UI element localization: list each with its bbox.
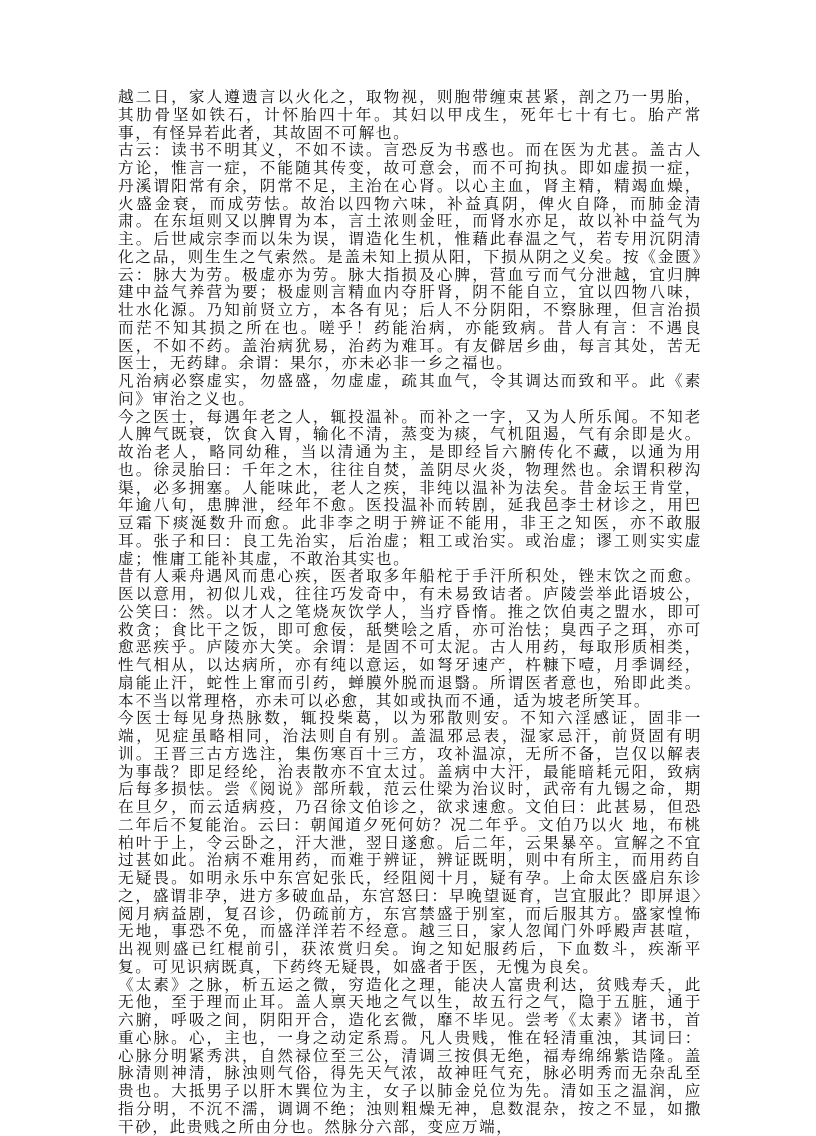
paragraph-elderly-treatment: 今之医士，每遇年老之人，辄投温补。而补之一字，又为人所乐闻。不知老人脾气既衰，饮食入胃，输化不清，蒸变为痰，气机阻遏，气有余即是火。故治老人，略同幼稚，当以清通为主，是即经旨六腑传化不藏，以通为用也。徐灵胎曰：千年之木，往往自焚，盖阴尽火炎，物理然也。余谓积秽沟渠，必多拥塞。人能味此，老人之疾，非纯以温补为法矣。昔金坛王肯堂，年逾八旬，患脾泄，经年不愈。医投温补而转剧，延我邑李士材诊之，用巴豆霜下痰涎数升而愈。此非李之明于辨证不能用，非王之知医，亦不敢服耳。张子和曰：良工先治实，后治虚；粗工或治实。或治虚；谬工则实实虚虚；惟庸工能补其虚，不敢治其实也。 <box>118 409 702 569</box>
paragraph-cremation-fetus: 越二日，家人遵遗言以火化之，取物视，则胞带缠束甚紧，剖之乃一男胎，其肋骨坚如铁石，计怀胎四十年。其妇以甲戌生，死年七十有七。胎产常事，有怪异若此者，其故固不可解也。 <box>118 89 702 142</box>
document-page <box>118 89 702 1136</box>
paragraph-medicine-as-intention: 昔有人乘舟遇风而患心疾，医者取多年船柁于手汗所积处，锉末饮之而愈。医以意用，初似儿戏，往往巧发奇中，有未易致诘者。庐陵尝举此语坡公，公笑曰：然。以才人之笔烧灰饮学人，当疗昏惰。推之饮伯夷之盟水，即可救贪；食比干之饭，即可愈佞，舐樊哙之盾，亦可治怯；臭西子之珥，亦可愈恶疾乎。庐陵亦大笑。余谓：是固不可太泥。古人用药，每取形质相类，性气相从，以达病所，亦有纯以意运，如弩牙速产，杵糠下噎，月季调经，扇能止汗，蛇性上窜而引药，蝉膜外脱而退翳。所谓医者意也，殆即此类。本不当以常理格，亦未可以必愈，其如或执而不通，适为坡老所笑耳。 <box>118 568 702 710</box>
paragraph-taisu-pulse: 《太素》之脉，析五运之微，穷造化之理，能决人富贵利达，贫贱寿夭，此无他，至于理而止耳。盖人禀天地之气以生，故五行之气，隐于五脏，通于六腑，呼吸之间，阴阳开合，造化玄微，靡不毕见。尝考《太素》诸书，首重心脉。心，主也，一身之动定系焉。凡人贵贱，惟在轻清重浊，其词曰：心脉分明紧秀洪，自然禄位至三公，清调三按俱无绝，福寿绵绵紫诰隆。盖脉清则神清，脉浊则气俗，得先天气浓，故神旺气充，脉必明秀而无杂乱至贵也。大抵男子以肝木巽位为主，女子以肺金兑位为先。清如玉之温润，应指分明，不沉不濡，调调不绝；浊则粗燥无神，息数混杂，按之不显，如撒干砂，此贵贱之所由分也。然脉分六部，变应万端， <box>118 977 702 1136</box>
paragraph-deficiency-excess: 凡治病必察虚实，勿盛盛，勿虚虚，疏其血气，令其调达而致和平。此《素问》审治之义也。 <box>118 373 702 409</box>
paragraph-reading-books: 古云：读书不明其义，不如不读。言恐反为书惑也。而在医为尤甚。盖古人方论，惟言一症，不能随其传变，故可意会，而不可拘执。即如虚损一症，丹溪谓阳常有余，阴常不足，主治在心肾。以心主血，肾主精，精竭血燥，火盛金衰，而成劳怯。故治以四物六味，补益真阴，俾火自降，而肺金清肃。在东垣则又以脾胃为本，言土浓则金旺，而肾水亦足，故以补中益气为主。后世咸宗李而以朱为误，谓造化生机，惟藉此春温之气，若专用沉阴清化之品，则生生之气索然。是盖未知上损从阳，下损从阴之义矣。按《金匮》云：脉大为劳。极虚亦为劳。脉大指损及心脾，营血亏而气分泄越，宜归脾建中益气养营为要；极虚则言精血内夺肝肾，阴不能自立，宜以四物八味，壮水化源。乃知前贤立方，本各有见；后人不分阴阳，不察脉理，但言治损而茫不知其损之所在也。嗟乎！药能治病，亦能致病。昔人有言：不遇良医，不如不药。盖治病犹易，治药为难耳。有友僻居乡曲，每言其处，苦无医士，无药肆。余谓：果尔，亦未必非一乡之福也。 <box>118 142 702 373</box>
paragraph-fever-diagnosis: 今医士每见身热脉数，辄投柴葛，以为邪散则安。不知六淫感证，固非一端，见症虽略相同，治法则自有别。盖温邪忌表，湿家忌汗，前贤固有明训。王晋三古方选注，集伤寒百十三方，攻补温凉，无所不备，岂仅以解表为事哉？即足经纶，治表散亦不宜太过。盖病中大汗，最能暗耗元阳，致病后每多损怯。尝《阅说》部所载，范云仕梁为治议时，武帝有九锡之命，期在旦夕，而云适病疫，乃召徐文伯诊之，欲求速愈。文伯曰：此甚易，但恐二年后不复能治。云曰：朝闻道夕死何妨？况二年乎。文伯乃以火 地，布桃柏叶于上，令云卧之，汗大泄，翌日遂愈。后二年，云果暴卒。宣解之不宜过甚如此。治病不难用药，而难于辨证，辨证既明，则中有所主，而用药自无疑畏。如明永乐中东宫妃张氏，经阻阅十月，疑有孕。上命太医盛启东诊之，盛谓非孕，进方多破血品，东宫怒曰：早晚望诞育，岂宜服此？即屏退〉阅月病益剧，复召诊，仍疏前方，东宫禁盛于别室，而后服其方。盛家惶怖无地，事恐不免，而盛洋洋若不经意。越三日，家人忽闻门外呼殿声甚喧，出视则盛已红棍前引，获浓赏归矣。询之知妃服药后，下血数斗，疾渐平复。可见识病既真，下药终无疑畏，如盛者于医，无愧为良矣。 <box>118 710 702 976</box>
